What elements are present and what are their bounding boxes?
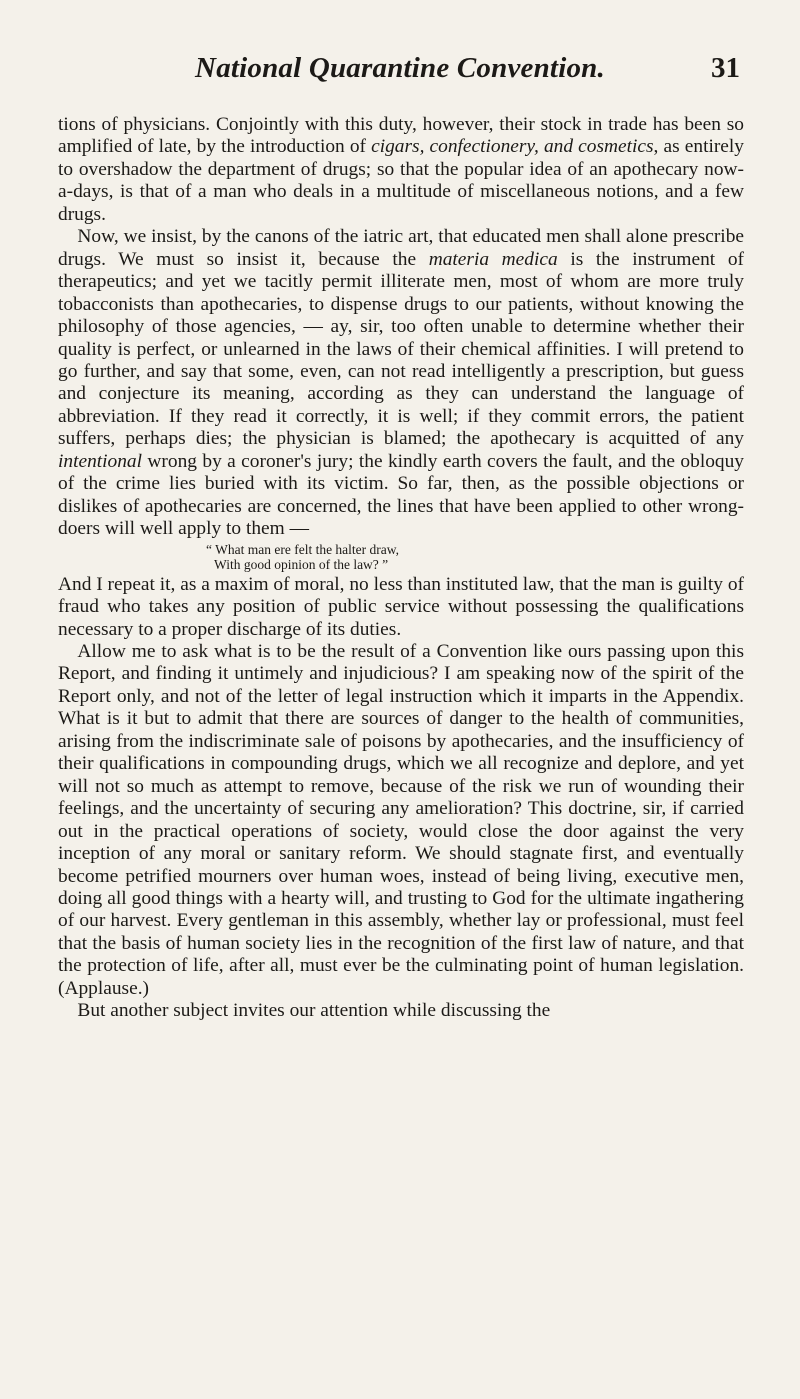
italic-run: cigars, confectionery, and cosmetics <box>371 136 654 158</box>
running-title: National Quarantine Convention. <box>195 52 605 84</box>
text-run: , as entirely to overshadow the department of drugs; so that the popular idea of an apothecary now-a-days, is that of a man who deals in a multitude of miscellaneous notions, and a few drugs. <box>58 136 744 225</box>
text-run: is the instrument of therapeutics; and yet we tacitly permit illiterate men, most of whom are more truly tobacconists than apothecaries, to dispense drugs to our patients, without knowing the philosophy of those agencies, — ay, sir, too often unable to determine whether their quality is perfect, or unlearned in the laws of their chemical affinities. I will pretend to go further, and say that some, even, can not read intelligently a prescription, but guess and conjecture its meaning, according as they can understand the language of abbreviation. If they read it correctly, it is well; if they commit errors, the patient suffers, perhaps dies; the physician is blamed; the apothecary is acquitted of any <box>58 248 744 450</box>
body-text <box>58 114 744 1023</box>
paragraph-2 <box>58 226 744 540</box>
text-run: tions of physicians. Conjointly with this duty, however, their stock in trade has been so amplified of late, by the introduction of <box>58 114 744 158</box>
paragraph-5 <box>58 1000 744 1022</box>
text-run: Now, we insist, by the canons of the iatric art, that educated men shall alone prescribe drugs. We must so insist it, because the <box>58 226 744 270</box>
verse-line-1: “ What man ere felt the halter draw, <box>206 541 400 557</box>
paragraph-1 <box>58 114 744 226</box>
paragraph-4 <box>58 641 744 1000</box>
text-run: Allow me to ask what is to be the result of a Convention like ours passing upon this Report, and finding it untimely and injudicious? I am speaking now of the spirit of the Report only, and not of the letter of legal instruction which it imparts in the Appendix. What is it but to admit that there are sources of danger to the health of communities, arising from the indiscriminate sale of poisons by apothecaries, and the insufficiency of their qualifications in compounding drugs, which we all recognize and deplore, and yet will not so much as attempt to remove, because of the risk we run of wounding their feelings, and the uncertainty of securing any amelioration? This doctrine, sir, if carried out in the practical operations of society, would close the door against the very inception of any moral or sanitary reform. We should stagnate first, and eventually become petrified mourners over human woes, instead of being living, executive men, doing all good things with a hearty will, and trusting to God for the ultimate ingathering of our harvest. Every gentleman in this assembly, whether lay or professional, must feel that the basis of human society lies in the recognition of the first law of nature, and that the protection of life, after all, must ever be the culminating point of human legislation. (Applause.) <box>58 640 744 999</box>
verse-line-2: With good opinion of the law? ” <box>214 556 389 572</box>
text-run: wrong by a coroner's jury; the kindly earth covers the fault, and the obloquy of the crime lies buried with its victim. So far, then, as the possible objections or dislikes of apothecaries are concerned, the lines that have been applied to other wrong-doers will well apply to them — <box>58 450 744 540</box>
verse-quotation <box>58 542 744 572</box>
italic-run: materia medica <box>428 248 558 270</box>
text-run: But another subject invites our attention while discussing the <box>77 1000 551 1022</box>
paragraph-3: And I repeat it, as a maxim of moral, no less than instituted law, that the man is guilty of fraud who takes any position of public service without possessing the qualifications necessary to a proper discharge of its duties. <box>58 573 744 640</box>
italic-run: intentional <box>58 450 143 472</box>
page-header <box>0 52 800 92</box>
page-number: 31 <box>711 52 740 84</box>
